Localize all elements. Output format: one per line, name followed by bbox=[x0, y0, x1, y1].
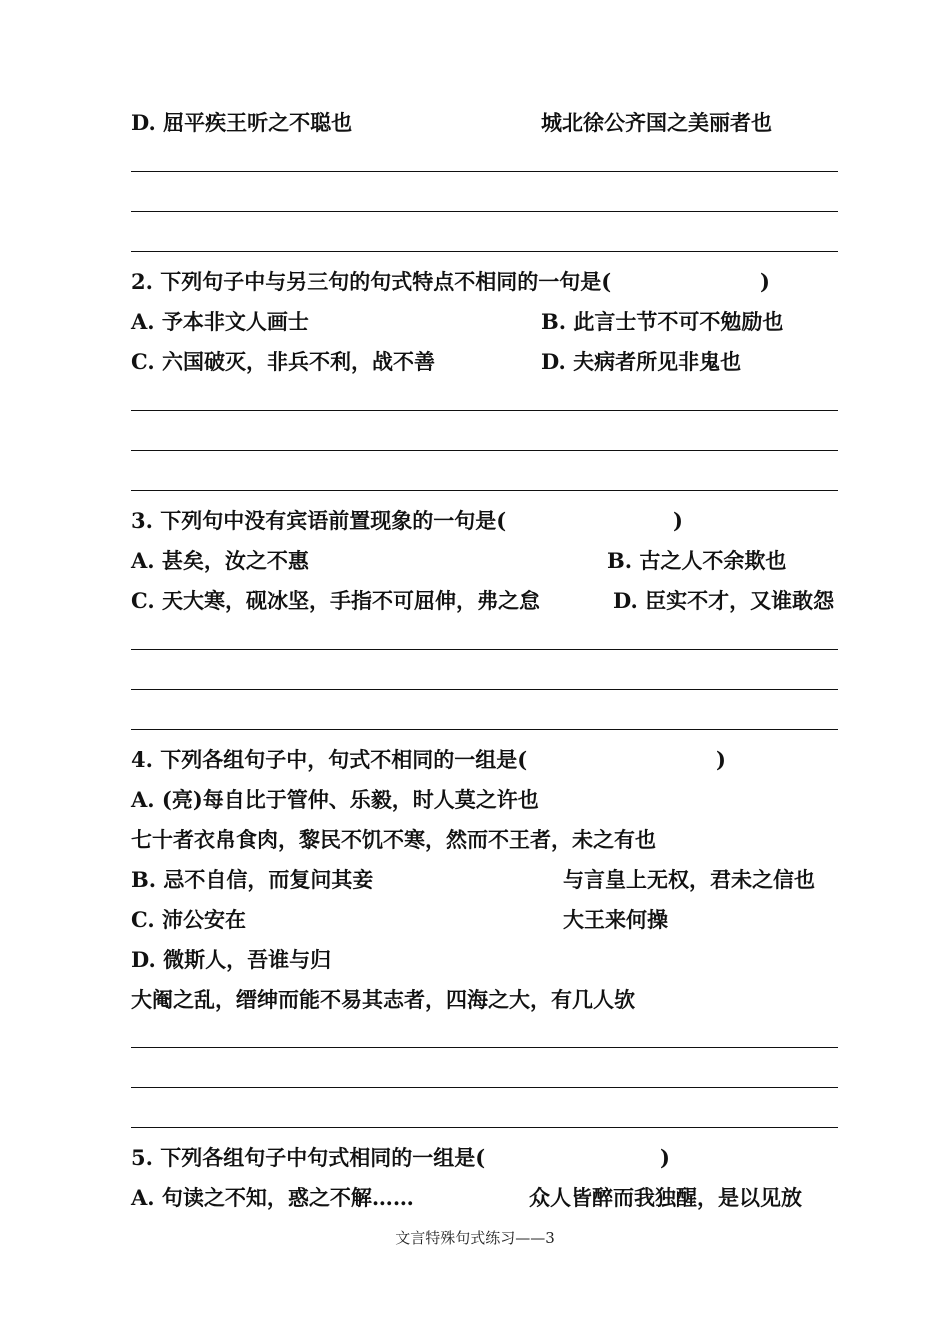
q5-option-a-left: A. 句读之不知，惑之不解…… bbox=[131, 1185, 414, 1210]
q4-option-a-line1: A. (亮)每自比于管仲、乐毅，时人莫之许也 bbox=[131, 787, 539, 812]
answer-line bbox=[131, 251, 838, 252]
q4-option-d-line2: 大阉之乱，缙绅而能不易其志者，四海之大，有几人欤 bbox=[131, 987, 635, 1012]
page-footer: 文言特殊句式练习——3 bbox=[395, 1229, 555, 1247]
answer-line bbox=[131, 490, 838, 491]
q3-option-d: D. 臣实不才，又谁敢怨 bbox=[613, 588, 835, 613]
q3-stem-close: ) bbox=[673, 508, 683, 533]
q2-option-d: D. 夫病者所见非鬼也 bbox=[541, 349, 742, 374]
q3-option-c: C. 天大寒，砚冰坚，手指不可屈伸，弗之怠 bbox=[131, 588, 540, 613]
q2-option-a: A. 予本非文人画士 bbox=[131, 309, 309, 334]
q2-option-b: B. 此言士节不可不勉励也 bbox=[541, 309, 784, 334]
q4-stem-close: ) bbox=[716, 747, 726, 772]
q5-option-a-right: 众人皆醉而我独醒，是以见放 bbox=[529, 1185, 802, 1210]
q3-stem: 3. 下列句中没有宾语前置现象的一句是( bbox=[131, 508, 507, 533]
q4-stem: 4. 下列各组句子中，句式不相同的一组是( bbox=[131, 747, 528, 772]
q4-option-c-left: C. 沛公安在 bbox=[131, 907, 246, 932]
q4-option-c-right: 大王来何操 bbox=[563, 907, 668, 932]
q4-option-a-line2: 七十者衣帛食肉，黎民不饥不寒，然而不王者，未之有也 bbox=[131, 827, 656, 852]
answer-line bbox=[131, 410, 838, 411]
answer-line bbox=[131, 450, 838, 451]
answer-line bbox=[131, 1087, 838, 1088]
q1-option-d-right: 城北徐公齐国之美丽者也 bbox=[541, 110, 772, 135]
q4-option-b-left: B. 忌不自信，而复问其妾 bbox=[131, 867, 374, 892]
q1-option-d-left: D. 屈平疾王听之不聪也 bbox=[131, 110, 353, 135]
q3-option-a: A. 甚矣，汝之不惠 bbox=[131, 548, 309, 573]
answer-line bbox=[131, 211, 838, 212]
q5-stem-close: ) bbox=[660, 1145, 670, 1170]
q2-option-c: C. 六国破灭，非兵不利，战不善 bbox=[131, 349, 435, 374]
answer-line bbox=[131, 1047, 838, 1048]
answer-line bbox=[131, 729, 838, 730]
answer-line bbox=[131, 171, 838, 172]
answer-line bbox=[131, 649, 838, 650]
answer-line bbox=[131, 689, 838, 690]
q5-stem: 5. 下列各组句子中句式相同的一组是( bbox=[131, 1145, 486, 1170]
q2-stem: 2. 下列句子中与另三句的句式特点不相同的一句是( bbox=[131, 269, 612, 294]
q4-option-d-line1: D. 微斯人，吾谁与归 bbox=[131, 947, 332, 972]
q2-stem-close: ) bbox=[760, 269, 770, 294]
q3-option-b: B. 古之人不余欺也 bbox=[607, 548, 787, 573]
q4-option-b-right: 与言皇上无权，君未之信也 bbox=[563, 867, 815, 892]
answer-line bbox=[131, 1127, 838, 1128]
